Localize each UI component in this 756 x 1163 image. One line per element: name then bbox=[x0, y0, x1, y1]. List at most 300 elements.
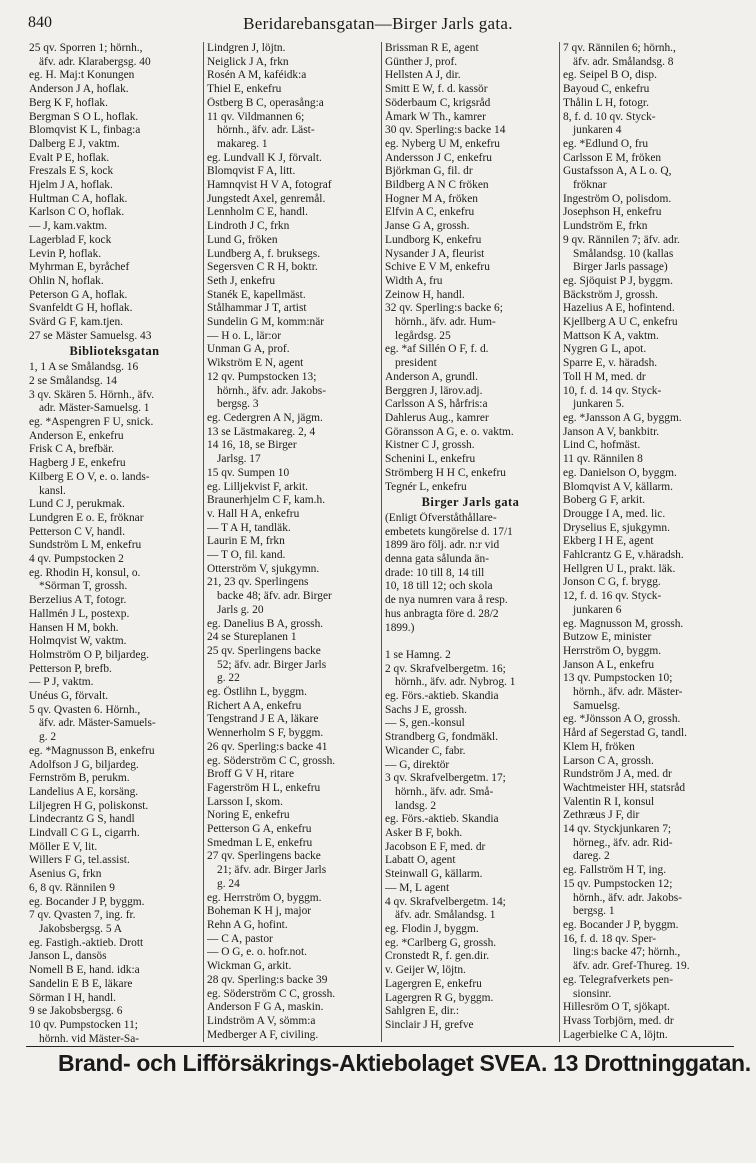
directory-entry: Holmström O P, biljardeg. bbox=[29, 648, 149, 661]
directory-entry: Liljegren H G, poliskonst. bbox=[29, 799, 149, 812]
entry-continuation: bergsg. 1 bbox=[573, 905, 615, 918]
entry-continuation: g. 22 bbox=[217, 672, 240, 685]
directory-entry: 4 qv. Skrafvelbergetm. 14; bbox=[385, 895, 506, 908]
entry-continuation: legårdsg. 25 bbox=[395, 329, 451, 342]
directory-entry: Bäckström J, grossh. bbox=[563, 288, 658, 301]
directory-entry: — H o. L, lär:or bbox=[207, 329, 282, 342]
directory-entry: eg. Danielson O, byggm. bbox=[563, 466, 677, 479]
directory-entry: Janson A L, enkefru bbox=[563, 658, 655, 671]
directory-entry: Kilberg E O V, e. o. lands- bbox=[29, 470, 150, 483]
directory-entry: Wicander C, fabr. bbox=[385, 744, 466, 757]
directory-entry: Labatt O, agent bbox=[385, 854, 456, 867]
directory-entry: Dryselius E, sjukgymn. bbox=[563, 521, 670, 534]
directory-entry: Ekberg I H E, agent bbox=[563, 535, 654, 548]
directory-entry: Hultman C A, hoflak. bbox=[29, 192, 128, 205]
directory-entry: eg. Lilljekvist F, arkit. bbox=[207, 480, 308, 493]
directory-entry: Smedman L E, enkefru bbox=[207, 836, 313, 849]
entry-continuation: hörnh., äfv. adr. Läst- bbox=[217, 124, 315, 137]
entry-continuation: hörnh., äfv. adr. Jakobs- bbox=[573, 891, 683, 904]
directory-entry: Wennerholm S F, byggm. bbox=[207, 727, 324, 740]
running-head: Beridarebansgatan—Birger Jarls gata. bbox=[243, 14, 513, 33]
entry-continuation: sionsinr. bbox=[573, 987, 612, 1000]
column-2 bbox=[204, 42, 382, 1042]
entry-continuation: Smålandsg. 10 (kallas bbox=[573, 247, 674, 260]
directory-entry: Sundström L M, enkefru bbox=[29, 539, 142, 552]
directory-entry: eg. Förs.-aktieb. Skandia bbox=[385, 690, 499, 703]
directory-entry: Seth J, enkefru bbox=[207, 274, 276, 287]
entry-continuation: g. 24 bbox=[217, 877, 240, 890]
entry-continuation: hörnh., äfv. adr. Mäster- bbox=[573, 686, 683, 699]
directory-entry: Richert A A, enkefru bbox=[207, 699, 302, 712]
directory-entry: — O G, e. o. hofr.not. bbox=[207, 946, 307, 959]
directory-entry: eg. H. Maj:t Konungen bbox=[29, 69, 135, 82]
directory-entry: eg. Bocander J P, byggm. bbox=[563, 919, 679, 931]
directory-entry: Bildberg A N C fröken bbox=[385, 179, 489, 192]
footer-rule bbox=[26, 1046, 734, 1047]
directory-entry: Åsenius G, frkn bbox=[29, 868, 102, 881]
directory-entry: Thiel E, enkefru bbox=[207, 83, 282, 96]
entry-continuation: president bbox=[395, 357, 437, 370]
directory-entry: Lagergren R G, byggm. bbox=[385, 991, 494, 1004]
directory-entry: Svärd G F, kam.tjen. bbox=[29, 316, 123, 329]
entry-continuation: adr. Mäster-Samuelsg. 1 bbox=[39, 402, 150, 415]
directory-entry: Svanfeldt G H, hoflak. bbox=[29, 302, 133, 315]
entry-continuation: ling:s backe 47; hörnh., bbox=[573, 946, 681, 959]
spacer bbox=[385, 635, 556, 649]
directory-entry: Hjelm J A, hoflak. bbox=[29, 179, 113, 192]
directory-entry: Fernström B, perukm. bbox=[29, 772, 130, 785]
directory-entry: 30 qv. Sperling:s backe 14 bbox=[385, 124, 506, 137]
directory-entry: eg. Bocander J P, byggm. bbox=[29, 895, 145, 908]
directory-entry: Hellsten A J, dir. bbox=[385, 69, 461, 82]
directory-entry: eg. Fallström H T, ing. bbox=[563, 864, 667, 877]
directory-entry: Åmark W Th., kamrer bbox=[385, 110, 486, 123]
directory-entry: 27 se Mäster Samuelsg. 43 bbox=[29, 329, 152, 342]
entry-continuation: Jakobsbergsg. 5 A bbox=[39, 923, 123, 935]
directory-entry: Evalt P E, hoflak. bbox=[29, 151, 110, 164]
directory-entry: drade: 10 till 8, 14 till bbox=[385, 566, 485, 579]
directory-entry: Stålhammar J T, artist bbox=[207, 302, 307, 315]
directory-entry: 11 qv. Rännilen 8 bbox=[563, 453, 643, 466]
directory-entry: Söderbaum C, krigsråd bbox=[385, 96, 491, 109]
directory-entry: Segersven C R H, boktr. bbox=[207, 261, 318, 274]
directory-entry: Laurin E M, frkn bbox=[207, 535, 285, 548]
directory-entry: Lagerblad F, kock bbox=[29, 233, 112, 246]
directory-entry: Braunerhjelm C F, kam.h. bbox=[207, 494, 326, 507]
directory-entry: 12 qv. Pumpstocken 13; bbox=[207, 370, 317, 383]
directory-entry: eg. Danelius B A, grossh. bbox=[207, 617, 324, 630]
entry-continuation: äfv. adr. Klarabergsg. 40 bbox=[39, 55, 151, 68]
directory-entry: 5 qv. Qvasten 6. Hörnh., bbox=[29, 703, 141, 716]
directory-entry: Lundberg A, f. bruksegs. bbox=[207, 247, 321, 260]
directory-entry: Dahlerus Aug., kamrer bbox=[385, 411, 489, 424]
directory-entry: Hagberg J E, enkefru bbox=[29, 457, 126, 470]
directory-entry: Lindvall C G L, cigarrh. bbox=[29, 827, 140, 840]
directory-entry: Petterson G A, enkefru bbox=[207, 823, 312, 836]
directory-entry: Levin P, hoflak. bbox=[29, 247, 102, 260]
directory-entry: 3 qv. Skären 5. Hörnh., äfv. bbox=[29, 388, 155, 401]
directory-entry: 1, 1 A se Smålandsg. 16 bbox=[29, 361, 139, 374]
directory-entry: Ingeström O, polisdom. bbox=[563, 192, 672, 205]
directory-entry: Strandberg G, fondmäkl. bbox=[385, 731, 499, 744]
directory-entry: 16, f. d. 18 qv. Sper- bbox=[563, 932, 656, 945]
street-heading: Biblioteksgatan bbox=[69, 345, 160, 359]
directory-entry: hus anbragta före d. 28/2 bbox=[385, 607, 499, 620]
directory-entry: 2 se Smålandsg. 14 bbox=[29, 374, 117, 387]
entry-continuation: kansl. bbox=[39, 484, 66, 497]
directory-entry: Kjellberg A U C, enkefru bbox=[563, 316, 678, 329]
directory-entry: Wachtmeister HH, statsråd bbox=[563, 781, 686, 794]
directory-entry: Sahlgren E, dir.: bbox=[385, 1005, 460, 1018]
directory-entry: Kistner C J, grossh. bbox=[385, 439, 475, 452]
directory-entry: 9 qv. Rännilen 7; äfv. adr. bbox=[563, 233, 680, 246]
directory-entry: v. Geijer W, löjtn. bbox=[385, 964, 466, 977]
directory-entry: Ohlin N, hoflak. bbox=[29, 274, 104, 287]
directory-entry: Zethræus J F, dir bbox=[563, 809, 640, 822]
directory-entry: Lundström E, frkn bbox=[563, 220, 648, 233]
directory-entry: — T O, fil. kand. bbox=[207, 549, 286, 562]
directory-entry: 2 qv. Skrafvelbergetm. 16; bbox=[385, 662, 506, 675]
directory-entry: 10, f. d. 14 qv. Styck- bbox=[563, 384, 662, 397]
directory-entry: v. Hall H A, enkefru bbox=[207, 507, 300, 520]
directory-entry: Herrström O, byggm. bbox=[563, 644, 662, 657]
directory-entry: Günther J, prof. bbox=[385, 55, 458, 68]
directory-entry: Nomell B E, hand. idk:a bbox=[29, 964, 140, 977]
directory-entry: Willers F G, tel.assist. bbox=[29, 854, 130, 867]
directory-entry: Nysander J A, fleurist bbox=[385, 247, 485, 260]
directory-entry: Elfvin A C, enkefru bbox=[385, 206, 475, 219]
directory-entry: — S, gen.-konsul bbox=[385, 717, 465, 730]
directory-entry: embetets kungörelse d. 17/1 bbox=[385, 525, 513, 538]
directory-entry: Dalberg E J, vaktm. bbox=[29, 137, 120, 150]
directory-entry: Gustafsson A, A L o. Q, bbox=[563, 165, 672, 178]
directory-entry: eg. Sjöquist P J, byggm. bbox=[563, 274, 674, 287]
directory-entry: Asker B F, bokh. bbox=[385, 827, 463, 840]
directory-entry: — G, direktör bbox=[385, 758, 450, 771]
directory-entry: 14 16, 18, se Birger bbox=[207, 439, 297, 452]
directory-entry: Jacobson E F, med. dr bbox=[385, 840, 486, 853]
entry-continuation: junkaren 4 bbox=[573, 124, 622, 137]
directory-entry: Carlsson E M, fröken bbox=[563, 151, 662, 164]
directory-entry: Berg K F, hoflak. bbox=[29, 96, 108, 109]
directory-entry: eg. Seipel B O, disp. bbox=[563, 69, 657, 82]
directory-entry: 12, f. d. 16 qv. Styck- bbox=[563, 590, 662, 603]
directory-entry: eg. *Aspengren F U, snick. bbox=[29, 415, 154, 428]
directory-entry: Boheman K H j, major bbox=[207, 905, 312, 918]
directory-entry: eg. Söderström C C, grossh. bbox=[207, 987, 336, 1000]
directory-entry: Lennholm C E, handl. bbox=[207, 206, 308, 219]
entry-continuation: junkaren 5. bbox=[573, 398, 625, 411]
directory-entry: Schenini L, enkefru bbox=[385, 453, 476, 466]
directory-entry: 9 se Jakobsbergsg. 6 bbox=[29, 1005, 123, 1018]
directory-entry: Lund G, fröken bbox=[207, 233, 278, 246]
directory-entry: Broff G V H, ritare bbox=[207, 768, 294, 781]
directory-entry: Lundborg K, enkefru bbox=[385, 233, 482, 246]
directory-entry: Adolfson J G, biljardeg. bbox=[29, 758, 139, 771]
directory-entry: 10 qv. Pumpstocken 11; bbox=[29, 1018, 138, 1031]
directory-entry: Hillesröm O T, sjökapt. bbox=[563, 1001, 670, 1014]
directory-entry: Freszals E S, kock bbox=[29, 165, 114, 178]
directory-entry: Cronstedt R, f. gen.dir. bbox=[385, 950, 490, 963]
directory-entry: 1899 äro följ. adr. n:r vid bbox=[385, 539, 500, 552]
directory-entry: Toll H M, med. dr bbox=[563, 370, 646, 383]
directory-entry: Myhrman E, byråchef bbox=[29, 261, 130, 274]
directory-entry: 25 qv. Sperlingens backe bbox=[207, 644, 321, 657]
directory-entry: 4 qv. Pumpstocken 2 bbox=[29, 553, 124, 566]
entry-continuation: backe 48; äfv. adr. Birger bbox=[217, 590, 332, 603]
directory-entry: Steinwall G, källarm. bbox=[385, 868, 483, 881]
directory-entry: Lund C J, perukmak. bbox=[29, 498, 125, 511]
directory-entry: Blomqvist K L, finbag:a bbox=[29, 124, 141, 137]
directory-entry: Frisk C A, brefbär. bbox=[29, 443, 115, 456]
page-number: 840 bbox=[28, 14, 52, 31]
directory-entry: — P J, vaktm. bbox=[29, 676, 94, 689]
directory-entry: Sinclair J H, grefve bbox=[385, 1018, 474, 1031]
directory-entry: Sparre E, v. häradsh. bbox=[563, 357, 658, 370]
entry-continuation: Birger Jarls passage) bbox=[573, 261, 668, 274]
directory-entry: Andersson J C, enkefru bbox=[385, 151, 492, 164]
directory-entry: Lindroth J C, frkn bbox=[207, 220, 290, 233]
directory-entry: Lagerbielke C A, löjtn. bbox=[563, 1028, 668, 1041]
directory-entry: 1899.) bbox=[385, 621, 415, 634]
directory-entry: Lindecrantz G S, handl bbox=[29, 813, 135, 826]
directory-entry: Smitt E W, f. d. kassör bbox=[385, 83, 488, 96]
directory-entry: Petterson P, brefb. bbox=[29, 662, 112, 675]
entry-continuation: äfv. adr. Gref-Thureg. 19. bbox=[573, 960, 690, 973]
directory-entry: Bergman S O L, hoflak. bbox=[29, 110, 139, 123]
directory-entry: Mattson K A, vaktm. bbox=[563, 329, 659, 342]
directory-entry: 13 qv. Pumpstocken 10; bbox=[563, 672, 673, 685]
directory-entry: Sundelin G M, komm:när bbox=[207, 316, 325, 329]
directory-entry: Fahlcrantz G E, v.häradsh. bbox=[563, 549, 684, 562]
directory-entry: Karlson C O, hoflak. bbox=[29, 206, 125, 219]
entry-continuation: hörnh. vid Mäster-Sa- bbox=[39, 1032, 140, 1042]
entry-continuation: Jarlsg. 17 bbox=[217, 453, 261, 466]
directory-entry: de nya numren vara å resp. bbox=[385, 594, 508, 607]
directory-entry: Butzow E, minister bbox=[563, 631, 652, 644]
directory-entry: 25 qv. Sporren 1; hörnh., bbox=[29, 42, 143, 54]
directory-entry: Peterson G A, hoflak. bbox=[29, 288, 128, 301]
directory-entry: eg. Cedergren A N, jägm. bbox=[207, 411, 323, 424]
directory-entry: eg. Telegrafverkets pen- bbox=[563, 973, 673, 986]
column-1 bbox=[26, 42, 204, 1042]
entry-continuation: 21; äfv. adr. Birger Jarls bbox=[217, 864, 327, 877]
directory-entry: 24 se Stureplanen 1 bbox=[207, 631, 297, 644]
directory-entry: Hazelius A E, hofintend. bbox=[563, 302, 675, 315]
directory-entry: Wikström E N, agent bbox=[207, 357, 304, 370]
entry-continuation: äfv. adr. Smålandsg. 1 bbox=[395, 909, 496, 922]
directory-entry: Schive E V M, enkefru bbox=[385, 261, 490, 274]
directory-entry: Stanék E, kapellmäst. bbox=[207, 288, 306, 301]
entry-continuation: Jarls g. 20 bbox=[217, 603, 264, 616]
directory-entry: 7 qv. Rännilen 6; hörnh., bbox=[563, 42, 676, 54]
entry-continuation: landsg. 2 bbox=[395, 799, 437, 812]
directory-entry: eg. Förs.-aktieb. Skandia bbox=[385, 813, 499, 826]
directory-entry: Anderson A, grundl. bbox=[385, 370, 479, 383]
directory-entry: eg. Fastigh.-aktieb. Drott bbox=[29, 936, 144, 949]
directory-entry: Thålin L H, fotogr. bbox=[563, 96, 649, 109]
entry-continuation: 52; äfv. adr. Birger Jarls bbox=[217, 658, 327, 671]
directory-entry: Rosén A M, kaféidk:a bbox=[207, 69, 307, 82]
directory-entry: eg. *Jönsson A O, grossh. bbox=[563, 713, 681, 726]
directory-entry: Medberger A F, civiling. bbox=[207, 1028, 319, 1041]
directory-entry: 15 qv. Sumpen 10 bbox=[207, 466, 290, 479]
directory-entry: Östberg B C, operasång:a bbox=[207, 96, 324, 109]
directory-entry: Valentin R I, konsul bbox=[563, 795, 655, 808]
directory-entry: Anderson J A, hoflak. bbox=[29, 83, 129, 96]
directory-entry: Larsson I, skom. bbox=[207, 795, 283, 808]
entry-continuation: bergsg. 3 bbox=[217, 398, 259, 411]
directory-entry: Lagergren E, enkefru bbox=[385, 977, 482, 990]
directory-entry: Janse G A, grossh. bbox=[385, 220, 470, 233]
directory-entry: Rundström J A, med. dr bbox=[563, 768, 672, 781]
directory-entry: denna gata sålunda än- bbox=[385, 553, 490, 566]
directory-entry: Sörman I H, handl. bbox=[29, 991, 116, 1004]
directory-entry: Josephson H, enkefru bbox=[563, 206, 662, 219]
directory-entry: Hogner M A, fröken bbox=[385, 192, 479, 205]
directory-entry: Nygren G L, apot. bbox=[563, 343, 647, 356]
directory-entry: 8, f. d. 10 qv. Styck- bbox=[563, 110, 656, 123]
directory-entry: 11 qv. Vildmannen 6; bbox=[207, 110, 305, 123]
entry-continuation: Samuelsg. bbox=[573, 699, 621, 712]
entry-continuation: äfv. adr. Smålandsg. 8 bbox=[573, 55, 674, 68]
directory-entry: 32 qv. Sperling:s backe 6; bbox=[385, 302, 503, 315]
directory-entry: Petterson C V, handl. bbox=[29, 525, 126, 538]
directory-entry: Blomqvist F A, litt. bbox=[207, 165, 296, 178]
directory-columns bbox=[26, 42, 738, 1042]
directory-entry: 15 qv. Pumpstocken 12; bbox=[563, 877, 673, 890]
directory-entry: 27 qv. Sperlingens backe bbox=[207, 850, 321, 863]
directory-entry: Lind C, hofmäst. bbox=[563, 439, 641, 452]
entry-continuation: makareg. 1 bbox=[217, 137, 268, 150]
directory-entry: Carlsson A S, hårfris:a bbox=[385, 398, 488, 411]
directory-entry: Tengstrand J E A, läkare bbox=[207, 713, 319, 726]
directory-entry: Lindgren J, löjtn. bbox=[207, 42, 286, 54]
directory-entry: 13 se Lästmakareg. 2, 4 bbox=[207, 425, 316, 438]
directory-entry: eg. Lundvall K J, förvalt. bbox=[207, 151, 322, 164]
directory-entry: eg. *af Sillén O F, f. d. bbox=[385, 343, 489, 356]
directory-entry: 6, 8 qv. Rännilen 9 bbox=[29, 881, 115, 894]
entry-continuation: hörnh., äfv. adr. Hum- bbox=[395, 316, 496, 329]
directory-entry: Hamnqvist H V A, fotograf bbox=[207, 179, 332, 192]
directory-entry: Lindström A V, sömm:a bbox=[207, 1014, 316, 1027]
entry-continuation: hörneg., äfv. adr. Rid- bbox=[573, 836, 673, 849]
entry-continuation: junkaren 6 bbox=[573, 603, 622, 616]
entry-continuation: fröknar bbox=[573, 179, 607, 192]
directory-entry: eg. *Magnusson B, enkefru bbox=[29, 744, 155, 757]
directory-entry: Unman G A, prof. bbox=[207, 343, 290, 356]
directory-entry: eg. Söderström C C, grossh. bbox=[207, 754, 336, 767]
directory-entry: eg. Herrström O, byggm. bbox=[207, 891, 322, 904]
directory-entry: Möller E V, lit. bbox=[29, 840, 98, 853]
directory-entry: Neiglick J A, frkn bbox=[207, 55, 289, 68]
directory-entry: Blomqvist A V, källarm. bbox=[563, 480, 674, 493]
directory-entry: Sachs J E, grossh. bbox=[385, 703, 467, 716]
directory-entry: Boberg G F, arkit. bbox=[563, 494, 646, 507]
entry-continuation: hörnh., äfv. adr. Jakobs- bbox=[217, 384, 327, 397]
directory-entry: eg. Flodin J, byggm. bbox=[385, 923, 479, 935]
directory-entry: eg. Östlihn L, byggm. bbox=[207, 686, 307, 699]
directory-entry: Sandelin E B E, läkare bbox=[29, 977, 133, 990]
directory-entry: eg. Rhodin H, konsul, o. bbox=[29, 566, 141, 579]
directory-entry: Hallmén J L, postexp. bbox=[29, 607, 130, 620]
directory-entry: Klem H, fröken bbox=[563, 740, 635, 753]
directory-entry: Otterström V, sjukgymn. bbox=[207, 562, 320, 575]
directory-entry: Zeinow H, handl. bbox=[385, 288, 465, 301]
directory-entry: Wickman G, arkit. bbox=[207, 960, 292, 973]
entry-continuation: äfv. adr. Mäster-Samuels- bbox=[39, 717, 156, 730]
directory-entry: 3 qv. Skrafvelbergetm. 17; bbox=[385, 772, 506, 785]
directory-entry: 1 se Hamng. 2 bbox=[385, 648, 451, 661]
column-4 bbox=[560, 42, 738, 1042]
directory-entry: 10, 18 till 12; och skola bbox=[385, 580, 493, 593]
directory-entry: Berggren J, lärov.adj. bbox=[385, 384, 483, 397]
directory-entry: Strömberg H H C, enkefru bbox=[385, 466, 506, 479]
directory-entry: 21, 23 qv. Sperlingens bbox=[207, 576, 309, 589]
directory-entry: Anderson E, enkefru bbox=[29, 429, 124, 442]
directory-entry: Berzelius A T, fotogr. bbox=[29, 594, 127, 607]
directory-entry: Landelius A E, korsäng. bbox=[29, 785, 139, 798]
directory-entry: Brissman R E, agent bbox=[385, 42, 479, 54]
directory-entry: 7 qv. Qvasten 7, ing. fr. bbox=[29, 909, 136, 922]
directory-entry: Lundgren E o. E, fröknar bbox=[29, 511, 144, 524]
directory-entry: Unéus G, förvalt. bbox=[29, 690, 109, 703]
entry-continuation: *Sörman T, grossh. bbox=[39, 580, 128, 593]
directory-entry: — J, kam.vaktm. bbox=[29, 220, 108, 233]
directory-entry: — C A, pastor bbox=[207, 932, 273, 945]
entry-continuation: hörnh., äfv. adr. Nybrog. 1 bbox=[395, 676, 516, 689]
directory-entry: Hård af Segerstad G, tandl. bbox=[563, 727, 687, 740]
directory-entry: Janson A V, bankbitr. bbox=[563, 425, 660, 438]
directory-entry: Hellgren U L, prakt. läk. bbox=[563, 562, 676, 575]
directory-entry: Hansen H M, bokh. bbox=[29, 621, 119, 634]
directory-entry: — T A H, tandläk. bbox=[207, 521, 291, 534]
directory-entry: Jonson C G, f. brygg. bbox=[563, 576, 661, 589]
directory-entry: — M, L agent bbox=[385, 881, 450, 894]
directory-entry: eg. *Edlund O, fru bbox=[563, 137, 649, 150]
directory-entry: Larson C A, grossh. bbox=[563, 754, 654, 767]
footer-advertisement: Brand- och Lifförsäkrings-Aktiebolaget SVEA. 13 Drottninggatan. bbox=[58, 1050, 751, 1076]
directory-entry: Anderson F G A, maskin. bbox=[207, 1001, 324, 1014]
directory-entry: Noring E, enkefru bbox=[207, 809, 290, 822]
directory-entry: Width A, fru bbox=[385, 274, 443, 287]
directory-entry: Bayoud C, enkefru bbox=[563, 83, 650, 96]
directory-entry: Fagerström H L, enkefru bbox=[207, 781, 321, 794]
directory-entry: eg. Magnusson M, grossh. bbox=[563, 617, 684, 630]
directory-entry: 26 qv. Sperling:s backe 41 bbox=[207, 740, 328, 753]
directory-entry: Rehn A G, hofint. bbox=[207, 919, 288, 931]
directory-entry: eg. Nyberg U M, enkefru bbox=[385, 137, 500, 150]
directory-entry: Drougge I A, med. lic. bbox=[563, 507, 666, 520]
directory-entry: (Enligt Öfverståthållare- bbox=[385, 511, 497, 524]
column-3 bbox=[382, 42, 560, 1042]
directory-entry: 28 qv. Sperling:s backe 39 bbox=[207, 973, 328, 986]
directory-entry: eg. *Carlberg G, grossh. bbox=[385, 936, 497, 949]
directory-entry: Björkman G, fil. dr bbox=[385, 165, 473, 178]
entry-continuation: g. 2 bbox=[39, 731, 57, 744]
directory-entry: Holmqvist W, vaktm. bbox=[29, 635, 127, 648]
directory-entry: Jungstedt Axel, genremål. bbox=[207, 192, 326, 205]
entry-continuation: hörnh., äfv. adr. Små- bbox=[395, 785, 494, 798]
directory-entry: Göransson A G, e. o. vaktm. bbox=[385, 425, 514, 438]
street-heading: Birger Jarls gata bbox=[421, 496, 520, 510]
directory-entry: 14 qv. Styckjunkaren 7; bbox=[563, 823, 672, 836]
directory-entry: Tegnér L, enkefru bbox=[385, 480, 467, 493]
entry-continuation: dareg. 2 bbox=[573, 850, 610, 863]
directory-entry: Hvass Torbjörn, med. dr bbox=[563, 1014, 674, 1027]
directory-entry: eg. *Jansson A G, byggm. bbox=[563, 411, 682, 424]
directory-entry: Janson L, dansös bbox=[29, 950, 107, 963]
